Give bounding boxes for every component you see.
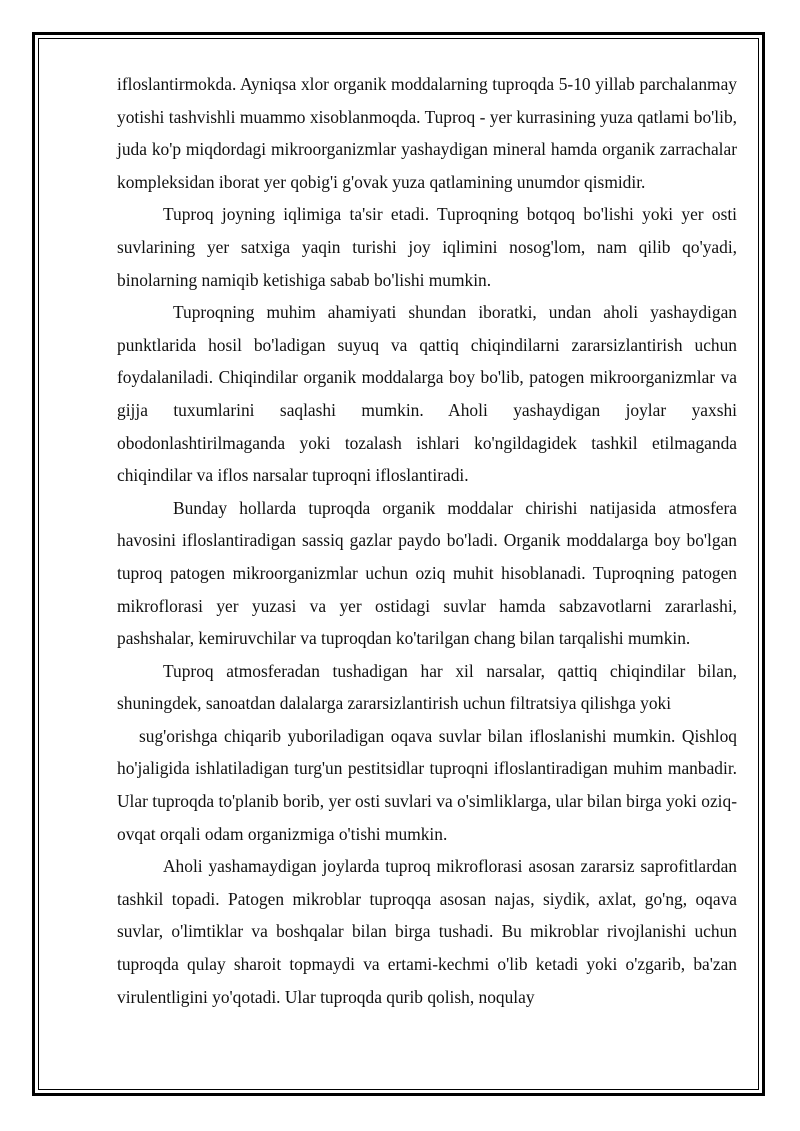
paragraph-2: Tuproq joyning iqlimiga ta'sir etadi. Tuproqning botqoq bo'lishi yoki yer osti suvlarining yer satxiga yaqin turishi joy iqlimini nosog'lom, nam qilib qo'yadi, binolarning namiqib ketishiga sabab bo'lishi mumkin.: [117, 204, 737, 290]
paragraph-4: Bunday hollarda tuproqda organik moddalar chirishi natijasida atmosfera havosini ifloslantiradigan sassiq gazlar paydo bo'ladi. Organik moddalarga boy bo'lgan tuproq patogen mikroorganizmlar uchun oziq muhit hisoblanadi. Tuproqning patogen mikroflorasi yer yuzasi va yer ostidagi suvlar hamda sabzavotlarni zararlashi, pashshalar, kemiruvchilar va tuproqdan ko'tarilgan chang bilan tarqalishi mumkin.: [117, 497, 737, 649]
paragraph-7: Aholi yashamaydigan joylarda tuproq mikroflorasi asosan zararsiz saprofitlardan tashkil topadi. Patogen mikroblar tuproqqa asosan najas, siydik, axlat, go'ng, oqava suvlar, o'limtiklar va boshqalar bilan birga tushadi. Bu mikroblar rivojlanishi uchun tuproqda qulay sharoit topmaydi va ertami-kechmi o'lib ketadi yoki o'zgarib, ba'zan virulentligini yo'qotadi. Ular tuproqda qurib qolish, noqulay: [117, 856, 737, 1007]
document-body: [117, 68, 737, 1013]
paragraph-5: Tuproq atmosferadan tushadigan har xil narsalar, qattiq chiqindilar bilan, shuningdek, sanoatdan dalalarga zararsizlantirish uchun filtratsiya qilishga yoki: [117, 660, 737, 714]
paragraph-1: ifloslantirmokda. Ayniqsa xlor organik moddalarning tuproqda 5-10 yillab parchalanmay yotishi tashvishli muammo xisoblanmoqda. Tuproq - yer kurrasining yuza qatlami bo'lib, juda ko'p miqdordagi mikroorganizmlar yashaydigan mineral hamda organik zarrachalar kompleksidan iborat yer qobig'i g'ovak yuza qatlamining unumdor qismidir.: [117, 74, 737, 192]
paragraph-3: Tuproqning muhim ahamiyati shundan iboratki, undan aholi yashaydigan punktlarida hosil bo'ladigan suyuq va qattiq chiqindilarni zararsizlantirish uchun foydalaniladi. Chiqindilar organik moddalarga boy bo'lib, patogen mikroorganizmlar va gijja tuxumlarini saqlashi mumkin. Aholi yashaydigan joylar yaxshi obodonlashtirilmaganda yoki tozalash ishlari ko'ngildagidek tashkil etilmaganda chiqindilar va iflos narsalar tuproqni ifloslantiradi.: [117, 302, 737, 486]
paragraph-6: sug'orishga chiqarib yuboriladigan oqava suvlar bilan ifloslanishi mumkin. Qishloq ho'jaligida ishlatiladigan turg'un pestitsidlar tuproqni ifloslantiradigan muhim manbadir. Ular tuproqda to'planib borib, yer osti suvlari va o'simliklarga, ular bilan birga yoki oziq-ovqat orqali odam organizmiga o'tishi mumkin.: [117, 725, 737, 844]
